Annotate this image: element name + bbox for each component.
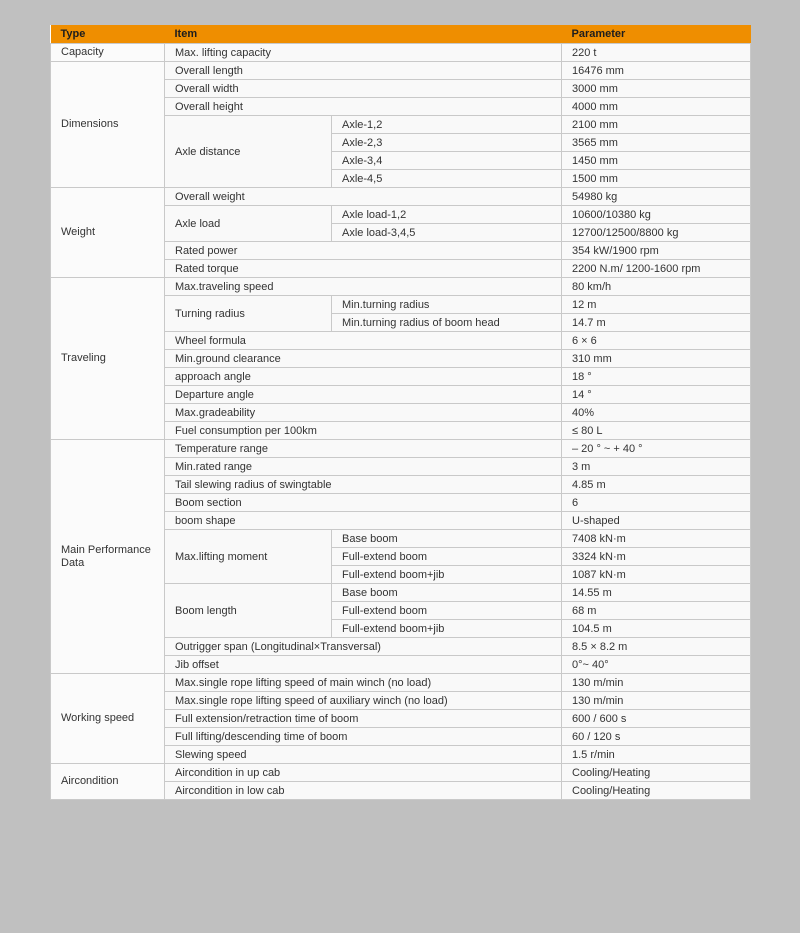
item-cell: Temperature range [165,440,562,458]
param-cell: 1500 mm [562,170,751,188]
item-cell: Max. lifting capacity [165,44,562,62]
param-cell: 2200 N.m/ 1200-1600 rpm [562,260,751,278]
sub-item-cell: Full-extend boom [332,548,562,566]
type-cell: Working speed [51,674,165,764]
type-cell: Weight [51,188,165,278]
param-cell: 54980 kg [562,188,751,206]
item-cell: Overall width [165,80,562,98]
param-cell: U-shaped [562,512,751,530]
item-cell: Max.single rope lifting speed of main winch (no load) [165,674,562,692]
item-cell: Full extension/retraction time of boom [165,710,562,728]
sub-item-cell: Min.turning radius [332,296,562,314]
param-cell: 14.55 m [562,584,751,602]
item-cell: Boom section [165,494,562,512]
type-cell: Traveling [51,278,165,440]
item-cell: Turning radius [165,296,332,332]
param-cell: 6 × 6 [562,332,751,350]
sub-item-cell: Full-extend boom+jib [332,620,562,638]
param-cell: Cooling/Heating [562,764,751,782]
table-row [51,764,751,782]
param-cell: Cooling/Heating [562,782,751,800]
item-cell: Min.rated range [165,458,562,476]
param-cell: 1.5 r/min [562,746,751,764]
table-header-row [51,25,751,44]
param-cell: 12 m [562,296,751,314]
param-cell: 600 / 600 s [562,710,751,728]
table-row [51,44,751,62]
param-cell: 68 m [562,602,751,620]
item-cell: Slewing speed [165,746,562,764]
param-cell: 14.7 m [562,314,751,332]
item-cell: Aircondition in up cab [165,764,562,782]
sub-item-cell: Full-extend boom+jib [332,566,562,584]
param-cell: 310 mm [562,350,751,368]
item-cell: Max.single rope lifting speed of auxiliary winch (no load) [165,692,562,710]
param-cell: 12700/12500/8800 kg [562,224,751,242]
item-cell: Aircondition in low cab [165,782,562,800]
item-cell: Axle load [165,206,332,242]
type-cell: Aircondition [51,764,165,800]
sub-item-cell: Full-extend boom [332,602,562,620]
item-cell: Rated torque [165,260,562,278]
sub-item-cell: Axle-1,2 [332,116,562,134]
param-cell: 4000 mm [562,98,751,116]
param-cell: 4.85 m [562,476,751,494]
type-cell: Dimensions [51,62,165,188]
item-cell: Overall length [165,62,562,80]
item-cell: approach angle [165,368,562,386]
item-cell: Max.lifting moment [165,530,332,584]
item-cell: Min.ground clearance [165,350,562,368]
param-cell: 16476 mm [562,62,751,80]
item-cell: Tail slewing radius of swingtable [165,476,562,494]
item-cell: Max.traveling speed [165,278,562,296]
param-cell: 3565 mm [562,134,751,152]
param-cell: 80 km/h [562,278,751,296]
sub-item-cell: Axle load-1,2 [332,206,562,224]
param-cell: 130 m/min [562,674,751,692]
table-row [51,62,751,80]
sub-item-cell: Min.turning radius of boom head [332,314,562,332]
param-cell: 18 ° [562,368,751,386]
item-cell: Full lifting/descending time of boom [165,728,562,746]
param-cell: 7408 kN·m [562,530,751,548]
param-cell: 130 m/min [562,692,751,710]
item-cell: Wheel formula [165,332,562,350]
item-cell: boom shape [165,512,562,530]
header-parameter: Parameter [562,25,751,44]
table-row [51,188,751,206]
sub-item-cell: Base boom [332,530,562,548]
spec-table [50,25,751,800]
param-cell: 220 t [562,44,751,62]
param-cell: 10600/10380 kg [562,206,751,224]
item-cell: Rated power [165,242,562,260]
param-cell: 60 / 120 s [562,728,751,746]
param-cell: 104.5 m [562,620,751,638]
param-cell: 40% [562,404,751,422]
table-row [51,674,751,692]
type-cell: Main Performance Data [51,440,165,674]
param-cell: 1450 mm [562,152,751,170]
param-cell: 3000 mm [562,80,751,98]
table-row [51,278,751,296]
header-type: Type [51,25,165,44]
sub-item-cell: Axle-3,4 [332,152,562,170]
param-cell: 0°~ 40° [562,656,751,674]
param-cell: – 20 ° ~ + 40 ° [562,440,751,458]
sub-item-cell: Axle load-3,4,5 [332,224,562,242]
param-cell: ≤ 80 L [562,422,751,440]
sub-item-cell: Axle-2,3 [332,134,562,152]
item-cell: Fuel consumption per 100km [165,422,562,440]
param-cell: 354 kW/1900 rpm [562,242,751,260]
item-cell: Max.gradeability [165,404,562,422]
param-cell: 3 m [562,458,751,476]
item-cell: Boom length [165,584,332,638]
header-item: Item [165,25,562,44]
item-cell: Outrigger span (Longitudinal×Transversal) [165,638,562,656]
param-cell: 1087 kN·m [562,566,751,584]
item-cell: Overall weight [165,188,562,206]
item-cell: Jib offset [165,656,562,674]
sub-item-cell: Base boom [332,584,562,602]
param-cell: 2100 mm [562,116,751,134]
param-cell: 3324 kN·m [562,548,751,566]
item-cell: Departure angle [165,386,562,404]
param-cell: 8.5 × 8.2 m [562,638,751,656]
sub-item-cell: Axle-4,5 [332,170,562,188]
param-cell: 14 ° [562,386,751,404]
item-cell: Overall height [165,98,562,116]
item-cell: Axle distance [165,116,332,188]
param-cell: 6 [562,494,751,512]
type-cell: Capacity [51,44,165,62]
table-row [51,440,751,458]
